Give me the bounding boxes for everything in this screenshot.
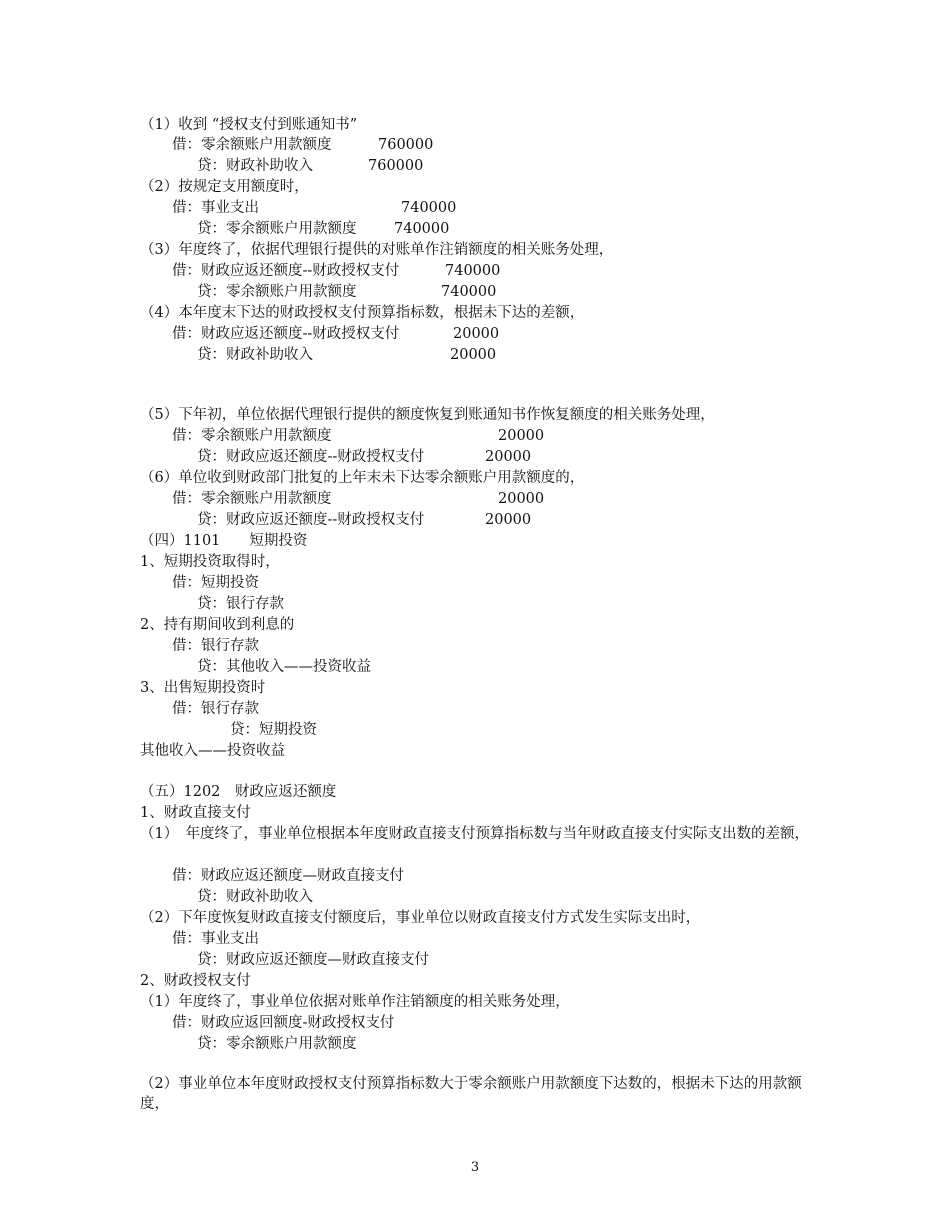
item-heading: 2、财政授权支付: [140, 973, 251, 989]
entry-heading-1: （1）收到 “授权支付到账通知书”: [140, 117, 358, 133]
entry-heading-5: （5）下年初，单位依据代理银行提供的额度恢复到账通知书作恢复额度的相关账务处理，: [140, 407, 715, 423]
debit-line: 借：零余额账户用款额度: [172, 137, 332, 153]
credit-line: 贷：短期投资: [230, 722, 317, 738]
credit-line-continued: 其他收入——投资收益: [140, 743, 285, 759]
credit-line: 贷：零余额账户用款额度: [197, 1036, 357, 1052]
entry-heading-2: （2）按规定支用额度时，: [140, 179, 309, 195]
credit-line: 贷：零余额账户用款额度: [197, 284, 357, 300]
section-title: （五）1202 财政应返还额度: [140, 784, 337, 800]
entry-heading-6: （6）单位收到财政部门批复的上年末未下达零余额账户用款额度的，: [140, 470, 585, 486]
amount: 20000: [450, 347, 497, 363]
amount: 20000: [498, 491, 545, 507]
credit-line: 贷：财政应返还额度—财政直接支付: [197, 952, 429, 968]
paragraph: （1）年度终了，事业单位依据对账单作注销额度的相关账务处理，: [140, 994, 570, 1010]
item-heading: 1、财政直接支付: [140, 805, 251, 821]
debit-line: 借：银行存款: [172, 638, 259, 654]
debit-line: 借：银行存款: [172, 701, 259, 717]
amount: 760000: [368, 158, 424, 174]
amount: 740000: [441, 284, 497, 300]
debit-line: 借：财政应返还额度--财政授权支付: [172, 263, 400, 279]
amount: 740000: [394, 221, 450, 237]
item-heading: 2、持有期间收到利息的: [140, 617, 295, 633]
amount: 20000: [485, 449, 532, 465]
credit-line: 贷：财政补助收入: [197, 889, 313, 905]
credit-line: 贷：零余额账户用款额度: [197, 221, 357, 237]
amount: 760000: [378, 137, 434, 153]
credit-line: 贷：银行存款: [197, 596, 284, 612]
debit-line: 借：零余额账户用款额度: [172, 491, 332, 507]
credit-line: 贷：其他收入——投资收益: [197, 659, 371, 675]
credit-line: 贷：财政应返还额度--财政授权支付: [197, 512, 425, 528]
credit-line: 贷：财政应返还额度--财政授权支付: [197, 449, 425, 465]
paragraph: （2）事业单位本年度财政授权支付预算指标数大于零余额账户用款额度下达数的，根据未下达的用款额度，: [140, 1076, 802, 1112]
page-number: 3: [470, 1160, 480, 1175]
credit-line: 贷：财政补助收入: [197, 158, 313, 174]
amount: 20000: [453, 326, 500, 342]
amount: 20000: [485, 512, 532, 528]
debit-line: 借：短期投资: [172, 575, 259, 591]
debit-line: 借：事业支出: [172, 200, 259, 216]
amount: 740000: [445, 263, 501, 279]
debit-line: 借：财政应返还额度—财政直接支付: [172, 868, 404, 884]
item-heading: 1、短期投资取得时，: [140, 554, 280, 570]
entry-heading-3: （3）年度终了，依据代理银行提供的对账单作注销额度的相关账务处理，: [140, 242, 614, 258]
item-heading: 3、出售短期投资时: [140, 680, 266, 696]
amount: 740000: [401, 200, 457, 216]
paragraph: （2）下年度恢复财政直接支付额度后，事业单位以财政直接支付方式发生实际支出时，: [140, 910, 701, 926]
debit-line: 借：事业支出: [172, 931, 259, 947]
debit-line: 借：财政应返还额度--财政授权支付: [172, 326, 400, 342]
credit-line: 贷：财政补助收入: [197, 347, 313, 363]
debit-line: 借：财政应返回额度-财政授权支付: [172, 1015, 395, 1031]
entry-heading-4: （4）本年度末下达的财政授权支付预算指标数，根据未下达的差额，: [140, 305, 585, 321]
amount: 20000: [498, 428, 545, 444]
debit-line: 借：零余额账户用款额度: [172, 428, 332, 444]
paragraph: （1） 年度终了，事业单位根据本年度财政直接支付预算指标数与当年财政直接支付实际支出数的差额，: [140, 826, 809, 842]
section-title: （四）1101 短期投资: [140, 533, 308, 549]
